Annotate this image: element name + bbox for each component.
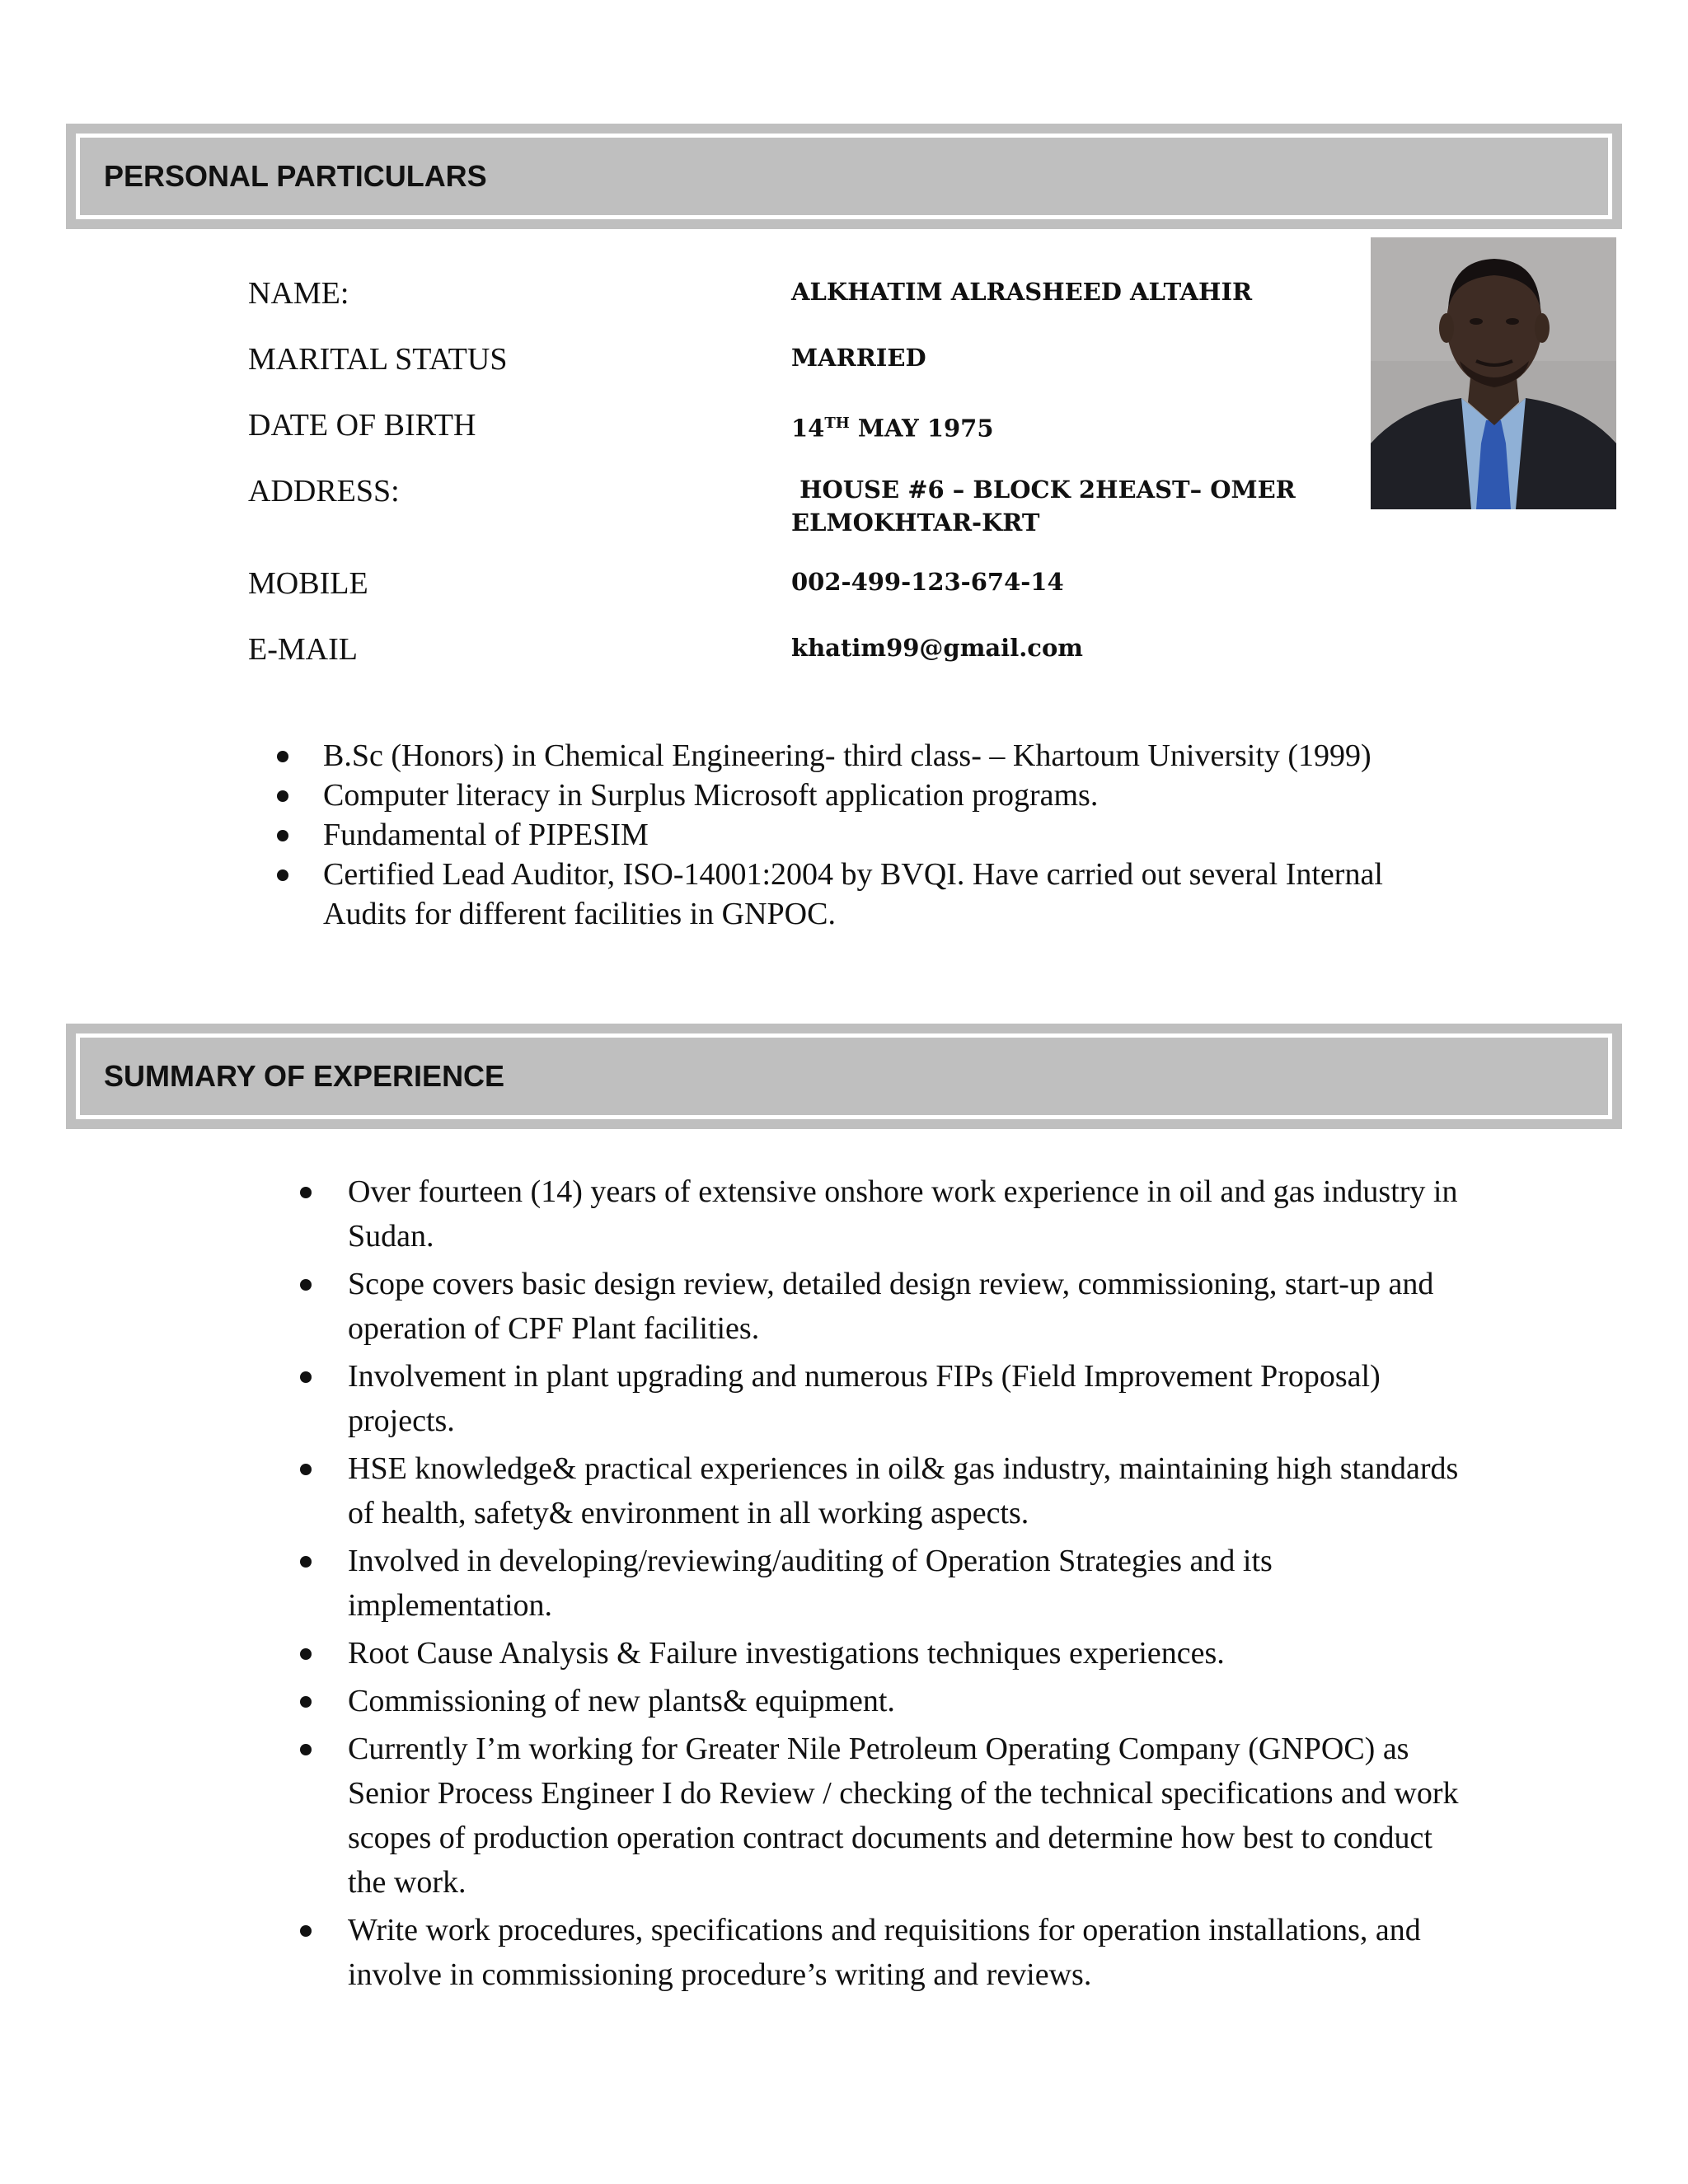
address-line-1: HOUSE #6 – BLOCK 2HEAST– OMER: [791, 476, 1296, 504]
address-line-2: ELMOKHTAR-KRT: [791, 509, 1040, 537]
marital-status-value: MARRIED: [791, 344, 926, 372]
list-item: [275, 815, 1429, 855]
list-item: [298, 1446, 1469, 1535]
experience-text: Root Cause Analysis & Failure investigations techniques experiences.: [348, 1636, 1225, 1671]
list-item: [275, 855, 1429, 934]
bullet-icon: [300, 1464, 312, 1475]
profile-photo: [1371, 237, 1616, 509]
qualification-text: Certified Lead Auditor, ISO-14001:2004 by BVQI. Have carried out several Internal Audits for different facilities in GNPOC.: [323, 857, 1383, 931]
dob-rest: MAY 1975: [849, 414, 994, 443]
qualification-text: B.Sc (Honors) in Chemical Engineering- third class- – Khartoum University (1999): [323, 738, 1372, 773]
email-value: khatim99@gmail.com: [791, 634, 1083, 662]
bullet-icon: [300, 1744, 312, 1755]
list-item: [298, 1354, 1469, 1443]
qualification-text: Fundamental of PIPESIM: [323, 818, 649, 852]
section-title: PERSONAL PARTICULARS: [104, 159, 487, 193]
qualifications-list: [275, 736, 1429, 934]
list-item: [298, 1908, 1469, 1997]
experience-text: Currently I’m working for Greater Nile Petroleum Operating Company (GNPOC) as Senior Process Engineer I do Review / checking of the technical specifications and work scopes of production operation contract documents and determine how best to conduct the work.: [348, 1732, 1459, 1900]
experience-text: Involved in developing/reviewing/auditing of Operation Strategies and its implementation.: [348, 1544, 1273, 1623]
summary-of-experience-header: [66, 1024, 1622, 1129]
portrait-illustration: [1371, 237, 1616, 509]
personal-particulars-header: [66, 124, 1622, 229]
list-item: [275, 736, 1429, 776]
list-item: [298, 1631, 1469, 1675]
list-item: [298, 1727, 1469, 1905]
bullet-icon: [300, 1187, 312, 1198]
marital-status-label: MARITAL STATUS: [248, 342, 508, 377]
list-item: [298, 1262, 1469, 1351]
experience-text: Scope covers basic design review, detailed design review, commissioning, start-up and operation of CPF Plant facilities.: [348, 1267, 1434, 1346]
bullet-icon: [277, 869, 288, 881]
list-item: [298, 1539, 1469, 1628]
email-label: E-MAIL: [248, 632, 358, 667]
address-value: [791, 473, 1296, 539]
bullet-icon: [300, 1371, 312, 1383]
experience-text: Commissioning of new plants& equipment.: [348, 1684, 895, 1718]
list-item: [298, 1679, 1469, 1723]
mobile-label: MOBILE: [248, 566, 368, 601]
experience-text: Involvement in plant upgrading and numerous FIPs (Field Improvement Proposal) projects.: [348, 1359, 1381, 1438]
address-label: ADDRESS:: [248, 474, 400, 509]
qualification-text: Computer literacy in Surplus Microsoft application programs.: [323, 778, 1099, 813]
experience-list: [298, 1169, 1469, 2000]
name-label: NAME:: [248, 276, 349, 311]
mobile-value: 002-499-123-674-14: [791, 568, 1064, 596]
dob-day: 14: [791, 414, 825, 443]
bullet-icon: [277, 751, 288, 762]
bullet-icon: [300, 1279, 312, 1291]
list-item: [298, 1169, 1469, 1258]
bullet-icon: [277, 830, 288, 841]
dob-suffix: TH: [824, 415, 850, 432]
experience-text: HSE knowledge& practical experiences in oil& gas industry, maintaining high standards of health, safety& environment in all working aspects.: [348, 1451, 1459, 1530]
bullet-icon: [300, 1556, 312, 1568]
bullet-icon: [300, 1696, 312, 1708]
experience-text: Over fourteen (14) years of extensive onshore work experience in oil and gas industry in Sudan.: [348, 1174, 1458, 1254]
bullet-icon: [300, 1925, 312, 1937]
section-title: SUMMARY OF EXPERIENCE: [104, 1059, 505, 1093]
date-of-birth-value: [791, 407, 994, 445]
list-item: [275, 776, 1429, 815]
name-value: ALKHATIM ALRASHEED ALTAHIR: [791, 278, 1253, 306]
bullet-icon: [300, 1648, 312, 1660]
experience-text: Write work procedures, specifications and requisitions for operation installations, and involve in commissioning procedure’s writing and reviews.: [348, 1913, 1421, 1992]
date-of-birth-label: DATE OF BIRTH: [248, 408, 476, 443]
bullet-icon: [277, 790, 288, 802]
